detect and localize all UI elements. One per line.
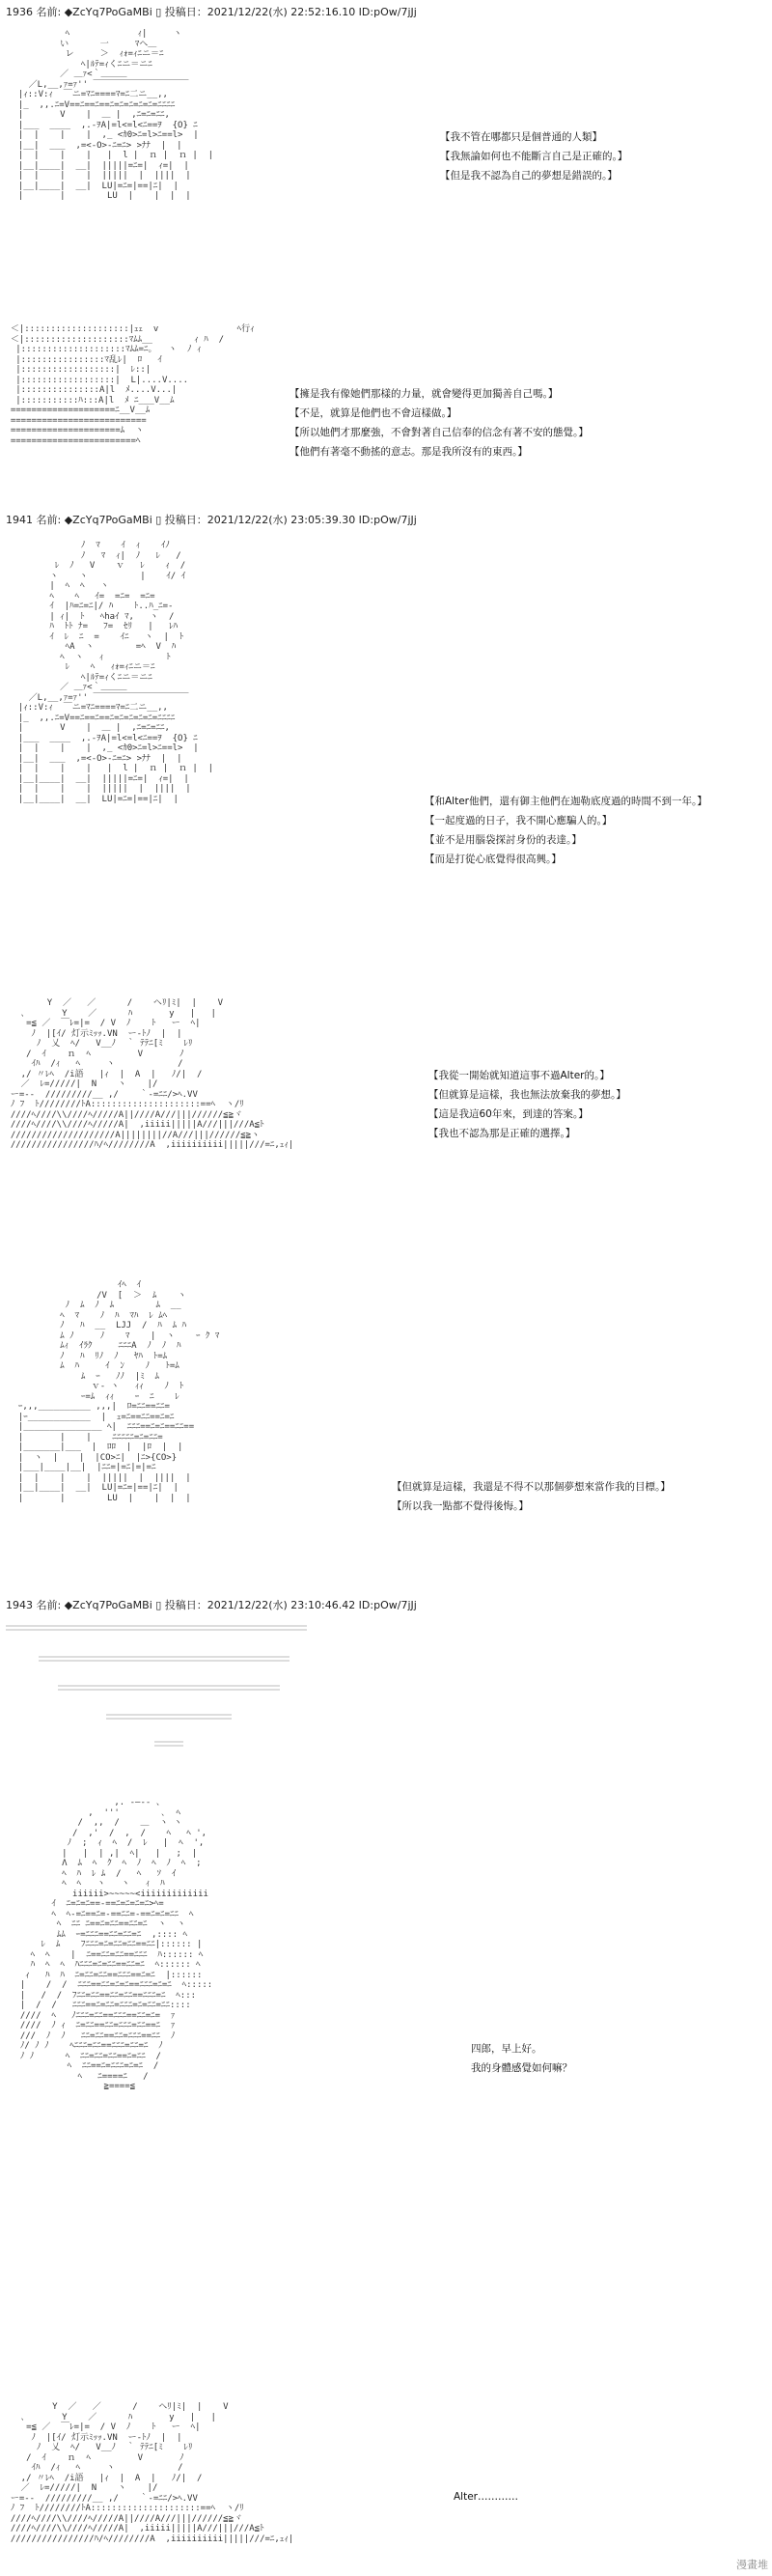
post-header: 1943 名前: ◆ZcYq7PoGaMBi ▯ 投稿日：2021/12/22(水) 23:10:46.42 ID:pOw/7jJj	[6, 1599, 417, 1611]
dialogue-block	[392, 1477, 671, 1516]
dialogue-line: 【並不是用腦袋探討身份的表達。】	[425, 834, 582, 846]
dialogue-line: 【不是，就算是他們也不會這樣做。】	[290, 407, 457, 419]
dialogue-block	[440, 127, 627, 185]
dialogue-line: 四郎，早上好。	[471, 2043, 542, 2055]
blank-lines-graphic	[0, 1622, 318, 1757]
dialogue-line: 【和Alter他們，還有御主他們在迦勒底度過的時間不到一年。】	[425, 796, 707, 807]
post-header: 1936 名前: ◆ZcYq7PoGaMBi ▯ 投稿日：2021/12/22(水) 22:52:16.10 ID:pOw/7jJj	[6, 6, 417, 18]
dialogue-line: 【他們有著毫不動搖的意志。那是我所沒有的東西。】	[290, 446, 528, 458]
dialogue-line: 【但就算是這樣，我還是不得不以那個夢想來當作我的目標。】	[392, 1481, 671, 1493]
dialogue-line: 【但是我不認為自己的夢想是錯誤的。】	[440, 170, 618, 182]
dialogue-line: 【這是我這60年來，到達的答案。】	[428, 1108, 589, 1120]
dialogue-block	[471, 2039, 572, 2078]
dialogue-block	[290, 384, 589, 462]
ascii-art: Y ／ ／ / ヘﾘ|ﾐ| | V ､ Y ／ ﾊ y | | =≦ ／ ￣ﾚ=|= / V ﾉ ﾄ ー ﾍ| ﾉ |[ｲ/ 灯示ﾐｯｯ.VN ー-ﾄﾉ | | ﾉ 乂 ﾍ/ V__ﾉ ｀ ﾃﾃﾆ[ﾐ ﾚﾘ / ｲ ｎ ﾍ V ﾉ ｲﾊ /ｨ ﾍ ヽ / ,/ 〃ﾚﾍ /i語 |ｨ | A | ﾉ/| / ／ ﾚ=/////| N ヽ |/ ー=-- /////////__ ,/ ｀-=ﾆﾆ/>ﾍ.VV ﾉ ﾌ ﾄ////////ﾄA:::::::::::::::::::::==ﾍ ヽ/ﾘ ////ﾍ////\\////ﾍ/////A||////A///|||//////≦≧ヾ ////ﾍ////\\////ﾍ/////A| ,iiiii|||||A///|||///A≦ﾄ ////////////////////A||||||||//A///|||//////≦≧ヽ ////////////////ﾊ/ﾍ////////A ,iiiiiiiiii|||||///=ﾆ,ｪｨ|	[10, 998, 294, 1150]
dialogue-line: 【所以我一點都不覺得後悔。】	[392, 1500, 529, 1512]
dialogue-line: 【但就算是這樣，我也無法放棄我的夢想。】	[428, 1089, 626, 1101]
dialogue-line: 【我也不認為那是正確的選擇。】	[428, 1128, 576, 1139]
dialogue-line: 【擁是我有像她們那樣的力量，就會變得更加獨善自己嗎。】	[290, 388, 559, 400]
blank-speech-lines	[0, 1622, 318, 1757]
ascii-art: ﾍ ｨ| ヽ い 一 ﾏヘ＿ レ ＞ ｨｫ=ｨﾆニ＝ﾆ ﾍ|ﾙﾃ=ｨくﾆニ＝ニﾆ ／ ＿ｧ<｀＿＿＿ ／L,__,ｧ=ｧ'' ￣￣￣￣￣￣￣￣￣￣￣ |ｨ::V:ｨ ￣ニ=ﾏﾆ====ﾏ=ﾆ二ニ__,, |_ ,,.ﾆ=V==ﾆ==ﾆ==ﾆ=ﾆ=ﾆ=ﾆ=ﾆ=ﾆﾆﾆﾆ | V | ＿ | ,ﾆ=ﾆ=ﾆﾆ, |___ ____ ,.-ｦA|=l<=l<ﾆ==ｦ {O} ﾆ | | | | ,_ <ｶ0>ﾆ=l>ﾆ==l> | |__| ___ ,=<-O>-ﾆ=ﾆ> >ﾅﾅ | | | | | | | l | ｎ | ｎ | | |__|____| __| |||||=ﾆ=| ｨ=| | | | | | ||||| | |||| | |__|____| __| LU|=ﾆ=|==|ﾆ| | | | LU | | | |	[17, 29, 214, 201]
dialogue-block	[428, 1066, 626, 1143]
dialogue-block	[454, 2487, 518, 2506]
dialogue-line: 【我從一開始就知道這事不過Alter的。】	[428, 1070, 610, 1081]
dialogue-line: 【我無論如何也不能斷言自己是正確的。】	[440, 151, 628, 162]
ascii-art: ,. -―‐- 、 , ''' ､ ﾍ / ,, / ＿ ヽ ヽ / ,' / , / ﾍ ﾍ ', ﾉ ; ｨ ﾍ / ﾚ | ﾍ ', | | | ,| ﾍ| | ; | Λ ﾑ ﾍ ｸ ﾍ ﾉ ﾍ ﾉ ﾍ ; ﾍ ﾊ ﾚ ﾑ / ﾍ ｿ ｲ ﾍ ﾍ ヽ ヽ ｨ ﾊ iiiiii>~~~~~<iiiiiiiiiiiii ｲ ﾆ=ﾆ=ﾆ==-==ﾆ=ﾆ=ﾆ=ﾆ>ﾍ= ﾍ ﾍ-=ﾆ==ﾆ=-==ﾆﾆ=-==ﾆ=ﾆ=ﾆﾆ ﾍ ﾍ ﾆﾆ ﾆ==ﾆ=ﾆﾆ==ﾆﾆ=ﾆ ヽ ヽ ﾑﾑ ｰ=ﾆﾆﾆ==ﾆﾆ=ﾆﾆ=ﾆ ,:::: ﾍ ﾚ ﾑ ﾌﾆﾆﾆ=ﾆ=ﾆﾆ=ﾆﾆ==ﾆﾆ|:::::: | ﾍ ﾍ | ﾆ==ﾆﾆ=ﾆﾆ==ﾆﾆﾆ ﾊ:::::: ﾍ ﾊ ﾍ ﾍ ﾊﾆﾆﾆ=ﾆ=ﾆﾆ==ﾆﾆ=ﾆ ﾍ:::::: ﾍ ｨ ﾊ ﾊ ﾆ=ﾆﾆ=ﾆﾆ==ﾆﾆﾆ==ﾆ=ﾆ |:::::: | / / ﾆﾆﾆ==ﾆﾆ=ﾆ=ﾆ==ﾆﾆﾆ=ﾆ=ﾆ ﾍ::::: | / / ﾌﾆﾆ=ﾆﾆ==ﾆﾆ=ﾆﾆ==ﾆﾆﾆ=ﾆ ﾍ::: | / / ﾆﾆﾆ==ﾆ=ﾆﾆ=ﾆﾆﾆ=ﾆ=ﾆﾆ=ﾆﾆ:::: //// ﾍ ﾉﾆﾆﾆ=ﾆﾆ==ﾆﾆﾆ==ﾆﾆ=ﾆ= ｧ //// ﾉ ｨ ﾆ=ﾆﾆ==ﾆﾆ=ﾆﾆﾆ=ﾆﾆ==ﾆ ｧ /// ﾉ ﾉ ﾆﾆ=ﾆﾆ==ﾆﾆ=ﾆﾆﾆ==ﾆﾆ ﾉ ﾉ/ ﾉ ﾉ ﾍﾆﾆﾆ=ﾆﾆ==ﾆﾆﾆ=ﾆﾆ=ﾆ ﾉ ﾉ ﾉ ﾍ ﾆﾆ=ﾆﾆ=ﾆﾆ==ﾆ=ﾆﾆ / ﾍ ﾆﾆ==ﾆ=ﾆﾆﾆ=ﾆ=ﾆ / ﾍ ﾆ====ﾆ / ≧====≦	[19, 1798, 213, 2091]
dialogue-line: 【所以她們才那麼強，不會對著自己信奉的信念有著不安的態覺。】	[290, 427, 589, 438]
dialogue-line: 【一起度過的日子，我不開心應騙人的。】	[425, 815, 613, 826]
ascii-art: ｲﾍ ｲ /V [ ＞ ﾑ ヽ ﾉ ﾑ ﾉ ﾑ ﾑ __ ﾍ ﾏ ﾉ ﾊ ﾏﾊ ﾚ ﾑﾍ ﾉ ﾊ __ LJJ / ﾊ ﾑ ﾊ ﾑ ﾉ ﾉ ﾏ | ヽ ｰ ｸ ﾏ ﾑｨ ｲﾗｸ ﾆﾆﾆA ﾉ ﾉ ﾊ ﾉ ﾊ ﾘﾉ ﾉ ﾔﾊ ﾄ=ﾑ ﾑ ﾊ ｲ ﾝ ﾉ ﾄ=ﾑ ﾑ ｰ ﾉﾉ |ﾐ ﾑ ｖ- ヽ ｨｨ ﾉ ﾄ ｰ=ﾑ ｨｨ ｰ ﾆ ﾚ ｰ,,,__________ ,,,| ﾛ=ﾆﾆ==ﾆﾆ= |ｰ____________ | ｪ=ﾆ==ﾆﾆ==ﾆ=ﾆ |_______________ ﾍ| ﾆﾆﾆ==ﾆ=ﾆ==ﾆﾆ== | | | ﾆﾆﾆﾆﾆ=ﾆ=ﾆﾆ= |_______|___ | ﾛﾛ | |ﾛ | | | ヽ | | |CO>ﾆ| |ﾆ>{CO>} |___|____|__| |ﾆﾆ=|=ﾆ|=|=ﾆ | | | | ||||| | |||| | |__|____| __| LU|=ﾆ=|==|ﾆ| | | | LU | | | |	[17, 1280, 220, 1503]
watermark: 漫畫堆	[736, 2559, 768, 2571]
ascii-art: Y ／ ／ / ヘﾘ|ﾐ| | V ､ Y ／ ﾊ y | | =≦ ／ ￣ﾚ=|= / V ﾉ ﾄ ー ﾍ| ﾉ |[ｲ/ 灯示ﾐｯｯ.VN ー-ﾄﾉ | | ﾉ 乂 ﾍ/ V__ﾉ ｀ ﾃﾃﾆ[ﾐ ﾚﾘ / ｲ ｎ ﾍ V ﾉ ｲﾊ /ｨ ﾍ ヽ / ,/ 〃ﾚﾍ /i語 |ｨ | A | ﾉ/| / ／ ﾚ=/////| N ヽ |/ ー=-- /////////__ ,/ ｀-=ﾆﾆ/>ﾍ.VV ﾉ ﾌ ﾄ////////ﾄA:::::::::::::::::::::==ﾍ ヽ/ﾘ ////ﾍ////\\////ﾍ/////A||////A///|||//////≦≧ヾ ////ﾍ////\\////ﾍ/////A| ,iiiii|||||A///|||///A≦ﾄ ////////////////ﾊ/ﾍ////////A ,iiiiiiiiii|||||///=ﾆ,ｪｨ|	[10, 2402, 294, 2544]
dialogue-line: 【我不管在哪都只是個普通的人類】	[440, 131, 602, 143]
ascii-art: ＜|::::::::::::::::::::|ｪｪ v ﾍ行ｨ ＜|::::::::::::::::::::ﾏﾑﾑ__ ｨ ﾊ / |::::::::::::::::::::ﾏﾑﾑ=ﾆ｡ ヽ ﾉ ｨ |::::::::::::::::ﾏ乱ﾚ| ﾛ ｲ |::::::::::::::::::| ﾚ::| |::::::::::::::::::| L|....V.... |:::::::::::::::A|l ﾒ....V...| |:::::::::::ﾊ:::A|l ﾒ ﾆ___V__ﾑ ====================ﾆ__V__ﾑ ========================== =====================ﾑ ヽ ========================ﾍ	[10, 324, 255, 446]
dialogue-line: Alter…………	[454, 2491, 518, 2503]
post-header: 1941 名前: ◆ZcYq7PoGaMBi ▯ 投稿日：2021/12/22(水) 23:05:39.30 ID:pOw/7jJj	[6, 514, 417, 526]
dialogue-block	[425, 792, 707, 869]
ascii-art: ﾉ ﾏ ｲ ｨ ｲﾉ ﾉ ﾏ ｨ| ﾉ ﾚ / ﾚ ﾉ V ｖ ﾚ ｨ / ヽ ヽ | ｲ/ ｲ | ﾍ ﾍ ヽ ﾍ ﾍ ｲ= =ﾆ= =ﾆ= ｲ |ﾊ=ﾆ=ﾆ|/ ﾊ ﾄ..ﾊ_ﾆ=- | ｨ| ﾄ ﾍhaｲ ﾏ, ヽ / ﾊ ﾄﾄ ﾅ= ﾌ= ｾﾘ | ﾚﾊ ｲ ﾚ ﾆ = ｲﾆ ヽ | ﾄ ﾍA ヽ =ﾍ V ﾊ ﾍ ヽ ｨ ﾄ ﾚ ﾍ ｨｫ=ｨﾆニ＝ﾆ ﾍ|ﾙﾃ=ｨくﾆニ＝ニﾆ ／ ＿ｧ<｀＿＿＿ ／L,__,ｧ=ｧ'' ￣￣￣￣￣￣￣￣￣￣￣ |ｨ::V:ｨ ￣ニ=ﾏﾆ====ﾏ=ﾆ二ニ__,, |_ ,,.ﾆ=V==ﾆ==ﾆ==ﾆ=ﾆ=ﾆ=ﾆ=ﾆ=ﾆﾆﾆﾆ | V | ＿ | ,ﾆ=ﾆ=ﾆﾆ, |___ ____ ,.-ｦA|=l<=l<ﾆ==ｦ {O} ﾆ | | | | ,_ <ｶ0>ﾆ=l>ﾆ==l> | |__| ___ ,=<-O>-ﾆ=ﾆ> >ﾅﾅ | | | | | | | l | ｎ | ｎ | | |__|____| __| |||||=ﾆ=| ｨ=| | | | | | ||||| | |||| | |__|____| __| LU|=ﾆ=|==|ﾆ| |	[17, 541, 214, 804]
dialogue-line: 我的身體感覺如何嘛？	[471, 2062, 572, 2074]
dialogue-line: 【而是打從心底覺得很高興。】	[425, 854, 562, 865]
